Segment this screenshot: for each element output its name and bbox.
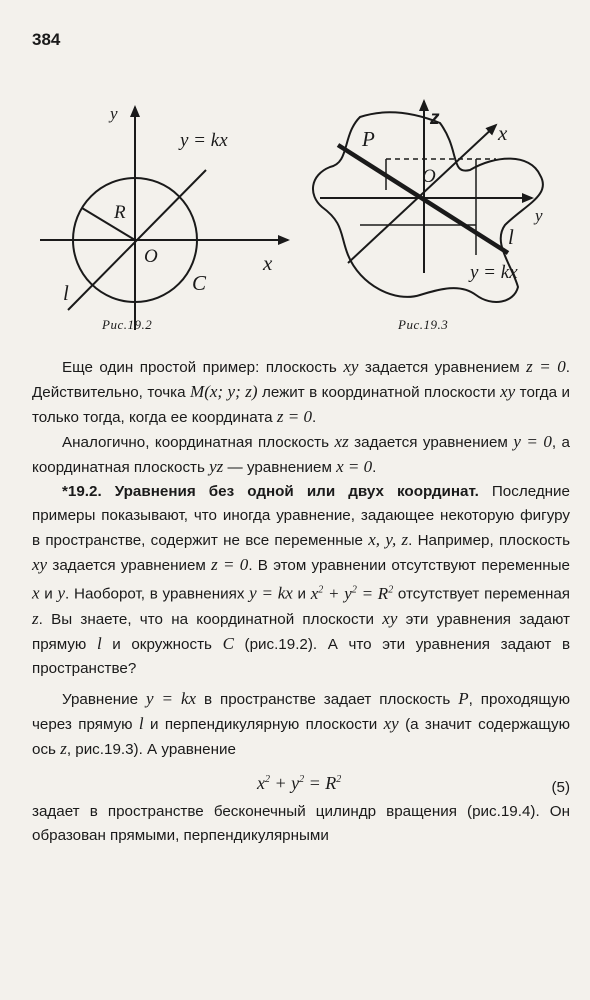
paragraph-5: задает в пространстве бесконечный цилиндр вращения (рис.19.4). Он образован прямыми, перпендикулярными	[32, 802, 570, 844]
line-equation-label: y = kx	[470, 262, 518, 283]
line-equation-label: y = kx	[180, 130, 228, 151]
paragraph-2: Аналогично, координатная плоскость xz задается уравнением y = 0, а координатная плоскость yz — уравнением x = 0.	[32, 432, 570, 476]
z-axis-label: z	[430, 108, 440, 129]
circle-c-label: C	[192, 271, 207, 295]
plane-p-label: P	[362, 127, 375, 151]
figure-19-2	[30, 95, 300, 340]
figure-19-2-drawing	[30, 95, 300, 340]
line-l-label: l	[63, 281, 69, 305]
paragraph-1: Еще один простой пример: плоскость xy задается уравнением z = 0. Действительно, точка M(x; y; z) лежит в координатной плоскости xy тогда и только тогда, когда ее координата z = 0.	[32, 357, 570, 426]
circle-equation: $x^2 + y^2 = R^2$	[310, 583, 394, 603]
section-number: *19.2.	[62, 483, 102, 500]
line-l-label: l	[508, 225, 514, 249]
paragraph-4: Уравнение y = kx в пространстве задает плоскость P, проходящую через прямую l и перпендикулярную плоскости xy (а значит содержащую ось z, рис.19.3). А уравнение	[32, 688, 570, 758]
radius-r	[82, 208, 135, 240]
figure-19-3	[300, 95, 560, 340]
figure-19-3-caption: Рис.19.3	[398, 317, 449, 332]
y-axis-label: y	[110, 104, 118, 123]
x-axis-label: x	[263, 251, 273, 275]
figure-19-3-drawing	[300, 95, 560, 340]
y-axis-label: y	[535, 206, 543, 225]
cylinder-equation: $x^2 + y^2 = R^2$	[257, 772, 342, 793]
equation-number: (5)	[551, 778, 570, 796]
paragraph-3: *19.2. Уравнения без одной или двух координат. Последние примеры показывают, что иногда уравнение, задающее некоторую фигуру в пространстве, содержит не все переменные x, y, z. Например, плоскость xy задается уравнением z = 0. В этом уравнении отсутствуют переменные x и y. Наоборот, в уравнениях y = kx и $x^2 + y^2 = R^2$ отсутствует переменная z. Вы знаете, что на координатной плоскости xy эти уравнения задают прямую l и окружность C (рис.19.2). А что эти уравнения задают в пространстве?	[32, 483, 571, 677]
origin-label: O	[422, 166, 436, 187]
page-number: 384	[32, 30, 61, 49]
origin-label: O	[144, 246, 158, 267]
body-text	[32, 355, 570, 848]
x-axis-label: x	[498, 121, 508, 145]
section-title: Уравнения без одной или двух координат.	[101, 483, 479, 500]
equation-5	[32, 762, 570, 800]
radius-label: R	[114, 202, 126, 223]
figure-19-2-caption: Рис.19.2	[102, 317, 153, 332]
